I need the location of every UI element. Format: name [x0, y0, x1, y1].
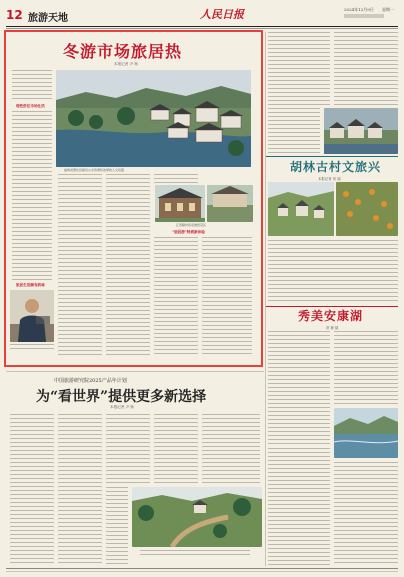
bottom-article-col3	[106, 414, 150, 484]
main-photo-tourist-caption	[10, 344, 54, 350]
bottom-photo-garden-walk	[132, 487, 262, 547]
masthead-rule	[6, 26, 398, 27]
bottom-article-col1	[10, 414, 54, 566]
issue-weekday: 星期一	[382, 7, 394, 12]
main-photo-town	[56, 70, 251, 167]
main-article-body-col1-mid	[12, 111, 52, 281]
footer-meta	[6, 571, 398, 574]
main-article-subhead-3: “旅居游”特质新体验	[172, 230, 205, 234]
main-article-body-col3	[106, 174, 150, 356]
right-article-2-title: 秀美安康湖	[298, 309, 364, 323]
right-article-2-byline: 常 敏 阅	[326, 326, 339, 330]
main-photo-tourist	[10, 290, 54, 342]
right-photo-gardens	[268, 182, 334, 236]
main-photo-town-caption: 福建省德化县拥有山水资源和浓厚的人文底蕴	[64, 168, 125, 172]
main-article-body-col4b	[154, 237, 198, 356]
bottom-article-title: 为“看世界”提供更多新选择	[36, 389, 207, 405]
main-article-title: 冬游市场旅居热	[63, 42, 183, 61]
main-article-body-col2	[58, 174, 102, 356]
bottom-photo-caption	[140, 550, 250, 555]
main-article-body-col5	[202, 237, 252, 356]
right-photo-orange-trees	[336, 182, 398, 236]
page-number: 12	[6, 8, 23, 22]
column-divider-right	[265, 32, 266, 566]
bottom-article-kicker: 中国旅游研究院2025产品年计划	[54, 378, 127, 384]
main-photo-building	[155, 185, 205, 222]
main-article-subhead-2: 旅居生活颇有韵味	[16, 283, 45, 287]
right-article-2-body-c	[268, 448, 330, 566]
main-article-body-col1-top	[12, 70, 52, 102]
bottom-article-col5	[202, 414, 260, 484]
right-article-2-body-b	[334, 331, 398, 405]
main-photo-courtyard	[207, 185, 253, 222]
main-article-body-col4	[154, 174, 198, 184]
right-col-a-body2	[268, 108, 320, 154]
right-article-2-body-d	[334, 462, 398, 566]
right-photo-lake	[334, 408, 398, 458]
main-photo-courtyard-caption: 江西赣州客家旅居景区	[176, 223, 207, 227]
right-article-1-title: 胡林古村文旅兴	[290, 160, 382, 174]
right-article-1-byline: 本报记者 刘 丽	[318, 177, 341, 181]
masthead-meta	[344, 14, 384, 19]
right-article-2-body-a	[268, 331, 330, 445]
bottom-article-col2	[58, 414, 102, 566]
right-col-a-body	[268, 32, 330, 106]
main-article-subhead-1: 理性侨住市场仕活	[16, 104, 45, 108]
masthead-rule-thin	[6, 28, 398, 29]
footer-rule	[6, 568, 398, 569]
issue-date: 2024年12月9日	[344, 7, 374, 12]
right-col-b-body	[334, 32, 398, 106]
right-article-1-body	[268, 240, 398, 302]
right-photo-village	[324, 108, 398, 154]
right-rule-1	[266, 156, 398, 157]
bottom-article-col4	[154, 414, 198, 484]
main-article-byline: 本报记者 尹 杨	[114, 62, 138, 66]
masthead	[6, 4, 398, 26]
section-title: 旅游天地	[28, 13, 68, 24]
bottom-article-rule	[6, 371, 264, 372]
bottom-article-col3b	[106, 487, 128, 566]
paper-name-logo: 人民日报	[200, 8, 244, 21]
bottom-article-byline: 本报记者 尹 杨	[110, 405, 134, 409]
